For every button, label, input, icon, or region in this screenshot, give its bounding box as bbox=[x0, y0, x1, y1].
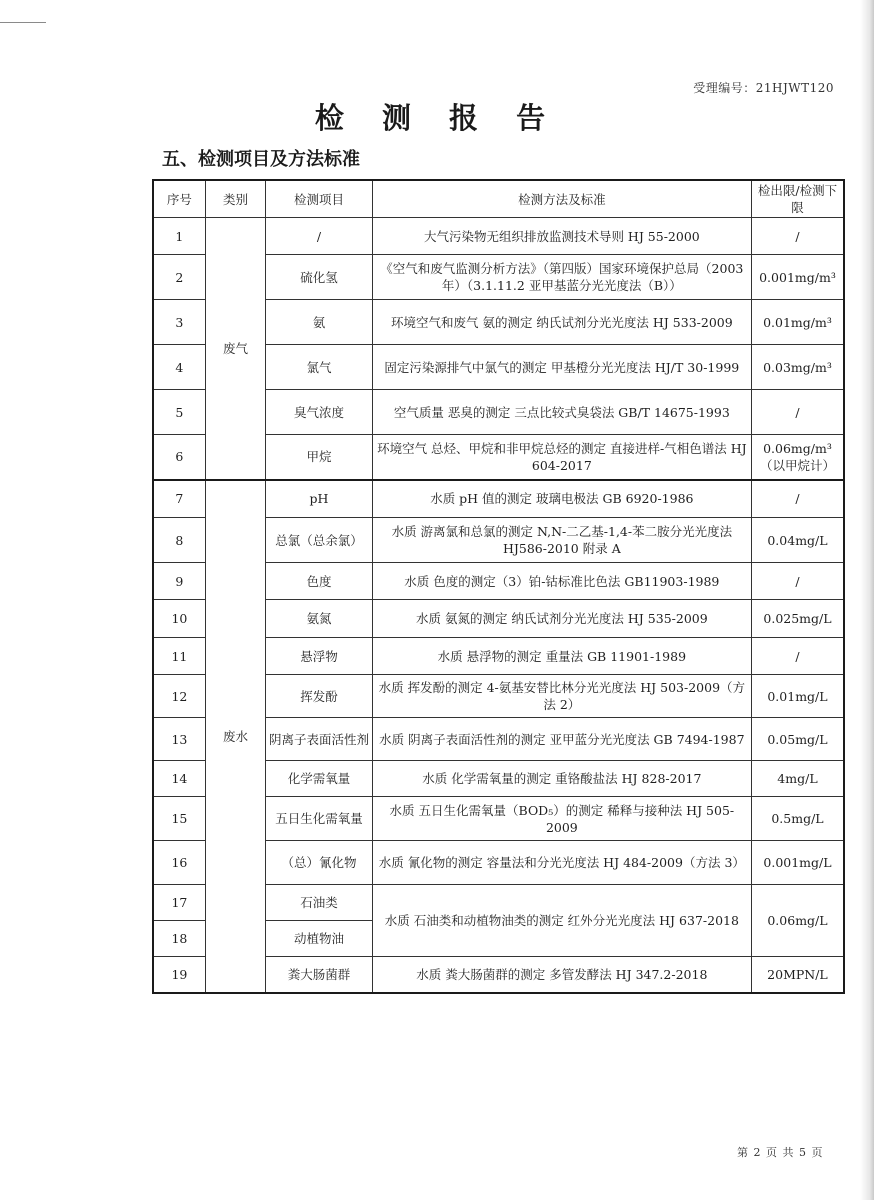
row-limit: 20MPN/L bbox=[751, 957, 844, 993]
row-limit: 0.06mg/m³（以甲烷计） bbox=[751, 435, 844, 480]
row-item: / bbox=[266, 218, 373, 255]
row-method: 水质 悬浮物的测定 重量法 GB 11901-1989 bbox=[372, 638, 751, 675]
row-item: 臭气浓度 bbox=[266, 390, 373, 435]
row-no: 2 bbox=[153, 255, 205, 300]
row-no: 15 bbox=[153, 797, 205, 841]
row-method: 水质 氰化物的测定 容量法和分光光度法 HJ 484-2009（方法 3） bbox=[372, 841, 751, 885]
receipt-number bbox=[693, 79, 834, 96]
row-no: 9 bbox=[153, 563, 205, 600]
row-no: 16 bbox=[153, 841, 205, 885]
column-header-method: 检测方法及标准 bbox=[372, 180, 751, 218]
row-no: 14 bbox=[153, 761, 205, 797]
row-no: 1 bbox=[153, 218, 205, 255]
row-limit: / bbox=[751, 563, 844, 600]
row-no: 8 bbox=[153, 518, 205, 563]
row-no: 3 bbox=[153, 300, 205, 345]
row-limit: 0.025mg/L bbox=[751, 600, 844, 638]
row-limit: 0.01mg/m³ bbox=[751, 300, 844, 345]
row-limit: / bbox=[751, 480, 844, 518]
row-item: 色度 bbox=[266, 563, 373, 600]
row-no: 6 bbox=[153, 435, 205, 480]
row-limit: / bbox=[751, 390, 844, 435]
row-method: 水质 五日生化需氧量（BOD₅）的测定 稀释与接种法 HJ 505-2009 bbox=[372, 797, 751, 841]
row-item: 悬浮物 bbox=[266, 638, 373, 675]
column-header-no: 序号 bbox=[153, 180, 205, 218]
row-limit: 0.04mg/L bbox=[751, 518, 844, 563]
row-method: 水质 色度的测定（3）铂-钴标准比色法 GB11903-1989 bbox=[372, 563, 751, 600]
row-no: 4 bbox=[153, 345, 205, 390]
row-item: 粪大肠菌群 bbox=[266, 957, 373, 993]
table-header-row bbox=[153, 180, 844, 218]
column-header-item: 检测项目 bbox=[266, 180, 373, 218]
row-limit: 0.001mg/m³ bbox=[751, 255, 844, 300]
row-item: 化学需氧量 bbox=[266, 761, 373, 797]
row-no: 10 bbox=[153, 600, 205, 638]
row-no: 17 bbox=[153, 885, 205, 921]
row-no: 7 bbox=[153, 480, 205, 518]
row-method: 《空气和废气监测分析方法》（第四版）国家环境保护总局（2003 年）（3.1.11.2 亚甲基蓝分光光度法（B）） bbox=[372, 255, 751, 300]
row-no: 19 bbox=[153, 957, 205, 993]
row-method: 水质 挥发酚的测定 4-氨基安替比林分光光度法 HJ 503-2009（方法 2） bbox=[372, 675, 751, 718]
row-limit: 0.001mg/L bbox=[751, 841, 844, 885]
category-cell-gas: 废气 bbox=[205, 218, 265, 480]
row-method: 大气污染物无组织排放监测技术导则 HJ 55-2000 bbox=[372, 218, 751, 255]
receipt-value: 21HJWT120 bbox=[755, 81, 834, 95]
section-heading: 五、检测项目及方法标准 bbox=[162, 149, 360, 170]
row-limit: 4mg/L bbox=[751, 761, 844, 797]
row-method: 环境空气和废气 氨的测定 纳氏试剂分光光度法 HJ 533-2009 bbox=[372, 300, 751, 345]
row-limit: 0.03mg/m³ bbox=[751, 345, 844, 390]
row-limit: / bbox=[751, 638, 844, 675]
row-item: 挥发酚 bbox=[266, 675, 373, 718]
row-method: 空气质量 恶臭的测定 三点比较式臭袋法 GB/T 14675-1993 bbox=[372, 390, 751, 435]
row-item: 硫化氢 bbox=[266, 255, 373, 300]
row-no: 13 bbox=[153, 718, 205, 761]
row-item: pH bbox=[266, 480, 373, 518]
row-item: 阴离子表面活性剂 bbox=[266, 718, 373, 761]
column-header-category: 类别 bbox=[205, 180, 265, 218]
row-limit: 0.5mg/L bbox=[751, 797, 844, 841]
table-row bbox=[153, 218, 844, 255]
row-item: 石油类 bbox=[266, 885, 373, 921]
methods-table bbox=[152, 179, 845, 994]
row-method: 水质 pH 值的测定 玻璃电极法 GB 6920-1986 bbox=[372, 480, 751, 518]
scan-edge-shadow bbox=[860, 0, 874, 1200]
row-no: 11 bbox=[153, 638, 205, 675]
column-header-limit: 检出限/检测下限 bbox=[751, 180, 844, 218]
row-limit: 0.01mg/L bbox=[751, 675, 844, 718]
row-no: 5 bbox=[153, 390, 205, 435]
row-method: 水质 游离氯和总氯的测定 N,N-二乙基-1,4-苯二胺分光光度法 HJ586-2010 附录 A bbox=[372, 518, 751, 563]
table-row bbox=[153, 480, 844, 518]
row-limit: / bbox=[751, 218, 844, 255]
row-item: 总氯（总余氯） bbox=[266, 518, 373, 563]
row-item: （总）氰化物 bbox=[266, 841, 373, 885]
category-cell-water: 废水 bbox=[205, 480, 265, 993]
row-method: 水质 阴离子表面活性剂的测定 亚甲蓝分光光度法 GB 7494-1987 bbox=[372, 718, 751, 761]
row-method: 水质 石油类和动植物油类的测定 红外分光光度法 HJ 637-2018 bbox=[372, 885, 751, 957]
row-item: 五日生化需氧量 bbox=[266, 797, 373, 841]
page-number: 第 2 页 共 5 页 bbox=[737, 1146, 824, 1159]
row-item: 动植物油 bbox=[266, 921, 373, 957]
row-limit: 0.05mg/L bbox=[751, 718, 844, 761]
scan-mark bbox=[0, 22, 46, 23]
row-item: 氨氮 bbox=[266, 600, 373, 638]
row-method: 固定污染源排气中氯气的测定 甲基橙分光光度法 HJ/T 30-1999 bbox=[372, 345, 751, 390]
row-item: 氯气 bbox=[266, 345, 373, 390]
row-method: 水质 氨氮的测定 纳氏试剂分光光度法 HJ 535-2009 bbox=[372, 600, 751, 638]
row-item: 氨 bbox=[266, 300, 373, 345]
row-no: 12 bbox=[153, 675, 205, 718]
row-limit: 0.06mg/L bbox=[751, 885, 844, 957]
row-method: 环境空气 总烃、甲烷和非甲烷总烃的测定 直接进样-气相色谱法 HJ 604-2017 bbox=[372, 435, 751, 480]
receipt-label: 受理编号： bbox=[693, 81, 756, 95]
row-method: 水质 粪大肠菌群的测定 多管发酵法 HJ 347.2-2018 bbox=[372, 957, 751, 993]
page-title: 检 测 报 告 bbox=[314, 101, 560, 135]
row-method: 水质 化学需氧量的测定 重铬酸盐法 HJ 828-2017 bbox=[372, 761, 751, 797]
row-item: 甲烷 bbox=[266, 435, 373, 480]
row-no: 18 bbox=[153, 921, 205, 957]
